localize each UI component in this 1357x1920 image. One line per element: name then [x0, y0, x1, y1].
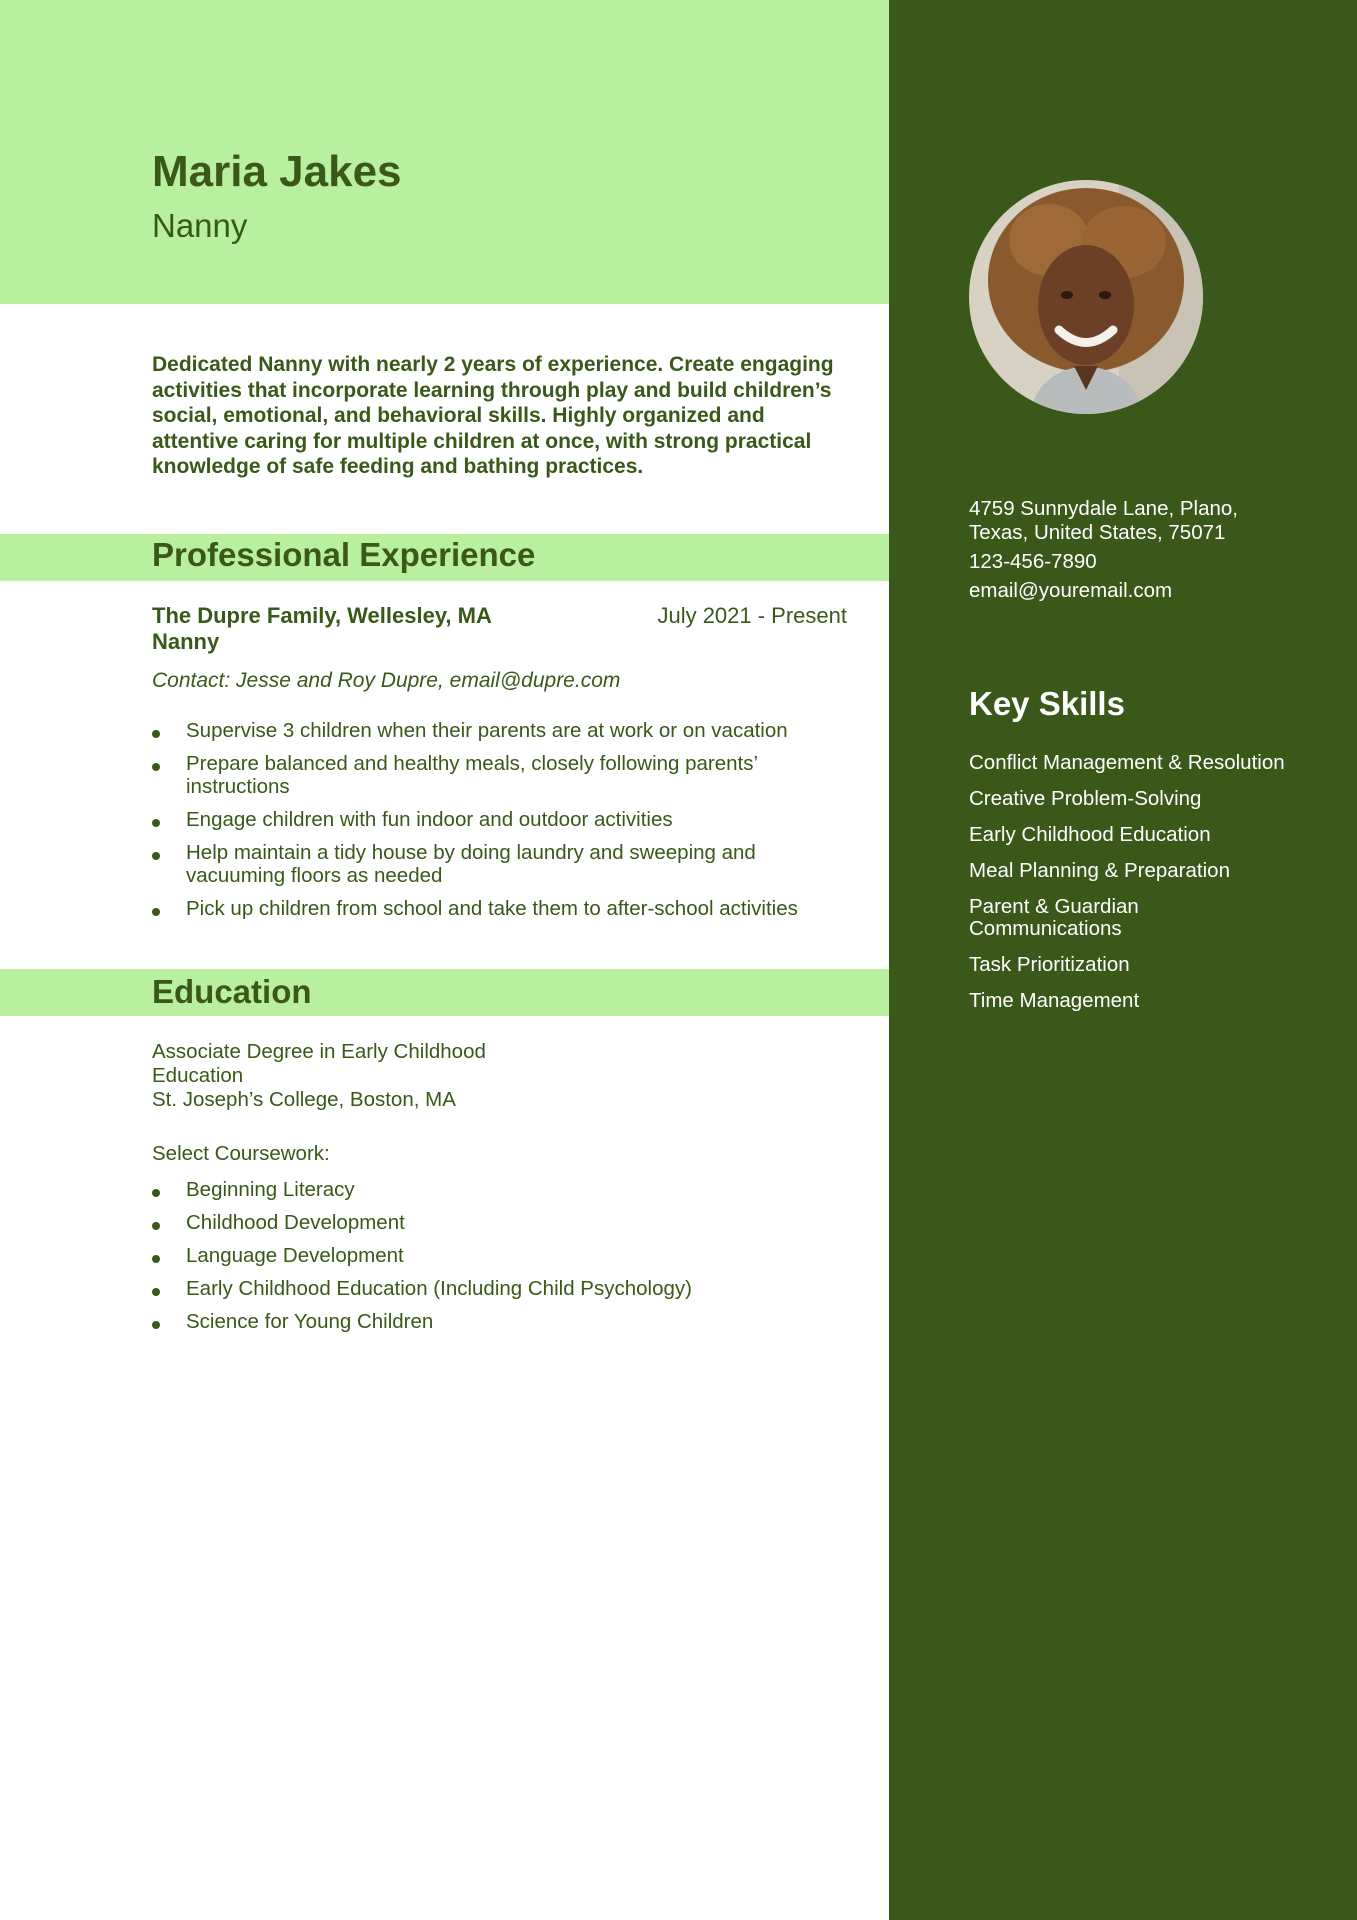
- bullet-icon: [152, 1222, 160, 1230]
- bullet-icon: [152, 763, 160, 771]
- address: 4759 Sunnydale Lane, Plano, Texas, United States, 75071: [969, 497, 1239, 544]
- list-item: Help maintain a tidy house by doing laundry and sweeping and vacuuming floors as needed: [152, 841, 852, 887]
- email: email@youremail.com: [969, 579, 1173, 602]
- bullet-icon: [152, 908, 160, 916]
- list-item: Engage children with fun indoor and outdoor activities: [152, 808, 852, 831]
- degree: Associate Degree in Early Childhood Education: [152, 1040, 486, 1087]
- skills-heading: Key Skills: [969, 685, 1125, 722]
- header-band: [0, 0, 889, 304]
- list-item: Early Childhood Education (Including Child Psychology): [152, 1277, 852, 1300]
- list-item: Prepare balanced and healthy meals, closely following parents’ instructions: [152, 752, 852, 798]
- list-item: Conflict Management & Resolution: [969, 751, 1285, 774]
- job-contact: Contact: Jesse and Roy Dupre, email@dupre.com: [152, 669, 621, 692]
- list-item: Parent & Guardian Communications: [969, 895, 1139, 940]
- profile-photo: [969, 180, 1203, 414]
- list-item: Meal Planning & Preparation: [969, 859, 1230, 882]
- list-item: Time Management: [969, 989, 1140, 1012]
- list-item: Task Prioritization: [969, 953, 1130, 976]
- bullet-icon: [152, 852, 160, 860]
- list-item: Beginning Literacy: [152, 1178, 852, 1201]
- education-heading: Education: [152, 973, 312, 1010]
- job-title: Nanny: [152, 629, 220, 654]
- candidate-name: Maria Jakes: [152, 147, 402, 196]
- list-item: Supervise 3 children when their parents are at work or on vacation: [152, 719, 852, 742]
- bullet-icon: [152, 730, 160, 738]
- list-item: Pick up children from school and take them to after-school activities: [152, 897, 852, 920]
- experience-heading: Professional Experience: [152, 536, 536, 573]
- bullet-icon: [152, 1189, 160, 1197]
- avatar-icon: [969, 180, 1203, 414]
- job-dates: July 2021 - Present: [657, 603, 847, 628]
- list-item: Early Childhood Education: [969, 823, 1211, 846]
- list-item: Childhood Development: [152, 1211, 852, 1234]
- phone: 123-456-7890: [969, 550, 1097, 573]
- bullet-icon: [152, 1288, 160, 1296]
- experience-bullets: [152, 719, 852, 930]
- education-heading-band: [0, 969, 889, 1016]
- bullet-icon: [152, 1321, 160, 1329]
- list-item: Language Development: [152, 1244, 852, 1267]
- coursework-label: Select Coursework:: [152, 1142, 330, 1165]
- education-details: [152, 1040, 532, 1112]
- coursework-list: [152, 1178, 852, 1343]
- candidate-title: Nanny: [152, 207, 248, 244]
- job-employer: The Dupre Family, Wellesley, MA: [152, 603, 492, 628]
- list-item: Creative Problem-Solving: [969, 787, 1202, 810]
- school: St. Joseph’s College, Boston, MA: [152, 1088, 456, 1111]
- skills-list: [969, 752, 1289, 1026]
- bullet-icon: [152, 819, 160, 827]
- bullet-icon: [152, 1255, 160, 1263]
- list-item: Science for Young Children: [152, 1310, 852, 1333]
- professional-summary: Dedicated Nanny with nearly 2 years of experience. Create engaging activities that incorporate learning through play and build children’s social, emotional, and behavioral skills. Highly organized and attentive caring for multiple children at once, with strong practical knowledge of safe feeding and bathing practices.: [152, 353, 834, 478]
